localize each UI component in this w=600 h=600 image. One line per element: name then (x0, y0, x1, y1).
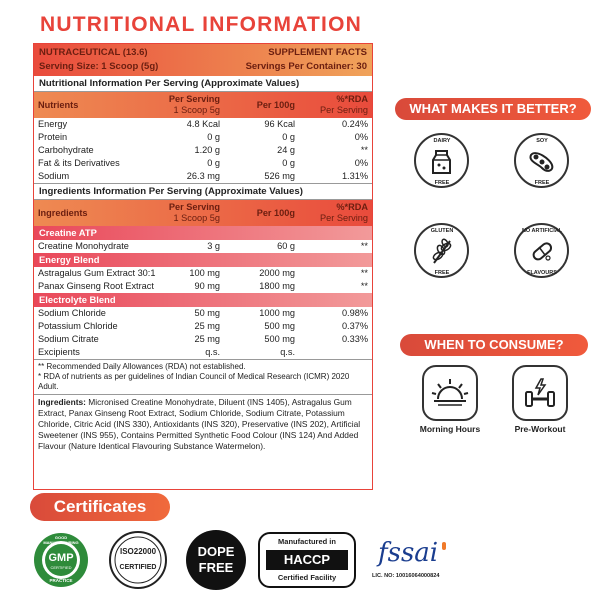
row-name: Creatine Monohydrate (38, 241, 129, 251)
row-per-100g: 96 Kcal (264, 119, 295, 129)
haccp-bottom: Certified Facility (277, 573, 337, 582)
dairy-label-top: DAIRY (433, 138, 451, 144)
nutrition-section-title: Nutritional Information Per Serving (Approximate Values) (34, 76, 372, 92)
better-banner: WHAT MAKES IT BETTER? (395, 98, 591, 120)
haccp-badge (258, 532, 356, 588)
row-per-serving: 4.8 Kcal (186, 119, 220, 129)
table-row (34, 118, 372, 131)
row-rda: 0.98% (341, 308, 368, 318)
row-rda (299, 346, 372, 359)
col-per-100g: Per 100g (256, 99, 295, 110)
row-per-serving: 50 mg (194, 308, 220, 318)
page-title: NUTRITIONAL INFORMATION (40, 13, 362, 36)
table-row (34, 320, 372, 333)
sunrise-icon (422, 365, 478, 421)
col-rda (299, 200, 372, 226)
col-rda-label: %*RDA (336, 202, 368, 212)
row-name: Astragalus Gum Extract 30:1 (38, 268, 156, 278)
col-rda-label: %*RDA (336, 94, 368, 104)
row-per-serving: 25 mg (194, 334, 220, 344)
row-per-serving: 0 g (207, 158, 220, 168)
row-rda: 1.31% (341, 171, 368, 181)
row-rda: ** (360, 281, 368, 291)
row-rda: 0.37% (341, 321, 368, 331)
row-per-100g: 0 g (282, 132, 295, 142)
supplement-facts-label: SUPPLEMENT FACTS (268, 47, 367, 58)
gmp-seal (33, 532, 89, 588)
flavour-label-bottom: FLAVOURS (527, 270, 557, 276)
row-per-100g: q.s. (280, 347, 295, 357)
fssai-logo (372, 538, 472, 588)
gmp-text: GMP (48, 552, 74, 564)
row-name: Energy (38, 119, 68, 129)
ingredient-group-band: Electrolyte Blend (34, 293, 372, 307)
ingredients-text: Micronised Creatine Monohydrate, Diluent (INS 1405), Astragalus Gum Extract, Panax Ginseng Root Extract, Sodium Chloride, Sodium Citrate, Potassium Chloride, Citric Acid (INS 330), Antioxidants (INS 320), Preservative (INS 202), Artificial Sweetener (INS 955), Contains Permitted Synthetic Food Colour (INS 124) And Added Flavour (Nature Identical Flavouring Substance Watermelon). (38, 397, 361, 451)
soy-label-top: SOY (536, 138, 548, 144)
col-per-serving-label: Per Serving (168, 94, 220, 104)
footnotes (34, 359, 372, 394)
dairy-label-bottom: FREE (434, 180, 450, 186)
col-nutrients: Nutrients (38, 99, 79, 110)
haccp-mid: HACCP (266, 550, 348, 570)
row-per-serving: 100 mg (189, 268, 220, 278)
ingredient-group-rows (34, 240, 372, 253)
iso-seal (108, 530, 168, 590)
table-row (34, 333, 372, 346)
fssai-text: fssai (378, 538, 439, 568)
col-ingredients: Ingredients (38, 207, 88, 218)
row-name: Excipients (38, 347, 80, 357)
table-row (34, 307, 372, 320)
row-per-100g: 1000 mg (259, 308, 295, 318)
ingredients-table (34, 200, 372, 226)
row-rda: ** (360, 145, 368, 155)
row-name: Sodium Chloride (38, 308, 106, 318)
footnote-icmr: * RDA of nutrients as per guidelines of Indian Council of Medical Research (ICMR) 2020 Adult. (38, 372, 350, 391)
ingredient-group-rows (34, 307, 372, 359)
dumbbell-icon (512, 365, 568, 421)
ingredients-list (34, 394, 372, 454)
col-per-serving (162, 200, 224, 226)
row-name: Sodium (38, 171, 70, 181)
nutrition-panel (33, 43, 373, 490)
row-per-100g: 0 g (282, 158, 295, 168)
col-rda (299, 92, 372, 118)
row-rda: 0% (354, 158, 368, 168)
row-per-100g: 1800 mg (259, 281, 295, 291)
nutrition-table-head (34, 92, 372, 118)
ingredients-label: Ingredients: (38, 397, 86, 407)
soy-label-bottom: FREE (534, 180, 550, 186)
fssai-license: LIC. NO: 10016064000824 (372, 573, 440, 579)
row-per-serving: 3 g (207, 241, 220, 251)
ingredient-group-band: Energy Blend (34, 253, 372, 267)
row-rda: 0% (354, 132, 368, 142)
row-per-100g: 2000 mg (259, 268, 295, 278)
row-rda: 0.24% (341, 119, 368, 129)
morning-hours-label: Morning Hours (419, 424, 481, 434)
fssai-accent-icon (442, 542, 446, 550)
iso-text: ISO22000 (119, 547, 157, 556)
row-per-serving: 25 mg (194, 321, 220, 331)
row-per-serving: q.s. (205, 347, 220, 357)
table-row (34, 267, 372, 280)
table-row (34, 170, 372, 184)
row-per-serving: 26.3 mg (186, 171, 220, 181)
col-per-serving-sub: 1 Scoop 5g (173, 105, 220, 115)
col-per-100g: Per 100g (256, 207, 295, 218)
row-rda: 0.33% (341, 334, 368, 344)
row-per-serving: 90 mg (194, 281, 220, 291)
table-row (34, 144, 372, 157)
row-per-serving: 1.20 g (194, 145, 220, 155)
certificates-banner: Certificates (30, 493, 170, 521)
row-per-100g: 500 mg (264, 334, 295, 344)
row-per-serving: 0 g (207, 132, 220, 142)
ingredient-group-rows (34, 267, 372, 293)
row-name: Sodium Citrate (38, 334, 99, 344)
row-name: Panax Ginseng Root Extract (38, 281, 154, 291)
supplement-facts-header (34, 44, 372, 76)
free-text: FREE (198, 560, 234, 575)
footnote-rda: ** Recommended Daily Allowances (RDA) not established. (38, 362, 246, 371)
col-per-serving (162, 92, 224, 118)
ingredients-table-head (34, 200, 372, 226)
row-per-100g: 526 mg (264, 171, 295, 181)
gluten-label-bottom: FREE (434, 270, 450, 276)
row-rda: ** (360, 268, 368, 278)
table-row (34, 157, 372, 170)
consume-banner: WHEN TO CONSUME? (400, 334, 588, 356)
table-row (34, 131, 372, 144)
gmp-ring-bottom: PRACTICE (49, 578, 73, 583)
ingredient-blocks (34, 226, 372, 359)
nutrition-table (34, 92, 372, 118)
gmp-ring-top: GOOD MANUFACTURING (43, 535, 79, 545)
pre-workout-label: Pre-Workout (514, 424, 566, 434)
table-row (34, 240, 372, 253)
dope-text: DOPE (197, 544, 235, 559)
ingredient-group-band: Creatine ATP (34, 226, 372, 240)
row-name: Protein (38, 132, 68, 142)
servings-per-container: Servings Per Container: 30 (245, 61, 367, 72)
flavour-label-top: NO ARTIFICIAL (521, 228, 563, 234)
iso-sub: CERTIFIED (119, 564, 157, 571)
gmp-small-text: CERTIFIED (50, 565, 72, 570)
nutrition-rows (34, 118, 372, 184)
row-name: Fat & its Derivatives (38, 158, 120, 168)
ingredients-section-title: Ingredients Information Per Serving (Approximate Values) (34, 184, 372, 200)
row-per-100g: 60 g (277, 241, 295, 251)
row-per-100g: 500 mg (264, 321, 295, 331)
row-name: Potassium Chloride (38, 321, 118, 331)
serving-size: Serving Size: 1 Scoop (5g) (39, 61, 159, 72)
col-per-serving-label: Per Serving (168, 202, 220, 212)
table-row (34, 346, 372, 359)
gluten-label-top: GLUTEN (430, 228, 454, 234)
col-per-serving-sub: 1 Scoop 5g (173, 213, 220, 223)
dope-free-seal (186, 530, 246, 590)
product-code: NUTRACEUTICAL (13.6) (39, 47, 148, 58)
row-per-100g: 24 g (277, 145, 295, 155)
haccp-top: Manufactured in (278, 537, 336, 546)
row-name: Carbohydrate (38, 145, 94, 155)
col-rda-sub: Per Serving (319, 213, 368, 223)
row-rda: ** (360, 241, 368, 251)
table-row (34, 280, 372, 293)
col-rda-sub: Per Serving (319, 105, 368, 115)
